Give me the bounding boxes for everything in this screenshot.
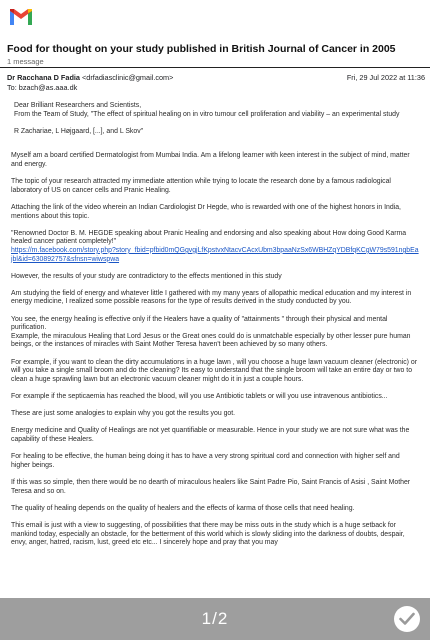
video-quote: "Renowned Doctor B. M. HEGDE speaking about Pranic Healing and endorsing and also speaking about How doing Good Karma healed cancer patient completely!" — [11, 229, 407, 246]
body-paragraph: Am studying the field of energy and whatever little I gathered with my many years of allopathic medical education and my interest in energy medicine, I realized some possible reasons for the type of results derived in the study conducted by you. — [11, 289, 412, 306]
top-bar — [0, 0, 430, 32]
gmail-logo-icon — [10, 8, 32, 25]
body-paragraph: If this was so simple, then there would be no dearth of miraculous healers like Saint Padre Pio, Saint Francis of Asisi , Saint Mother Teresa and so on. — [11, 478, 411, 495]
message-count: 1 message — [7, 57, 44, 66]
body-paragraph: For example if the septicaemia has reached the blood, will you use Antibiotic tablets or will you use intravenous antibiotics... — [11, 393, 388, 400]
body-paragraph: For healing to be effective, the human being doing it has to have a very strong spiritual cord and connection with higher self and higher beings. — [11, 453, 400, 469]
sender-email: <drfadiasclinic@gmail.com> — [82, 73, 174, 82]
body-paragraph: Energy medicine and Quality of Healings are not yet quantifiable or measurable. Hence in your study we are not sure what was the capability of these Healers. — [11, 427, 410, 443]
recipient: To: bzach@as.aaa.dk — [7, 83, 78, 92]
body-paragraph: However, the results of your study are contradictory to the effects mentioned in this study — [11, 272, 282, 280]
sender-name: Dr Racchana D Fadia — [7, 73, 80, 82]
sender — [7, 73, 173, 82]
header-divider — [0, 67, 430, 68]
email-date: Fri, 29 Jul 2022 at 11:36 — [346, 73, 425, 82]
email-body — [11, 102, 419, 556]
body-paragraph: This email is just with a view to suggesting, of possibilities that there may be miss outs in the study which is a huge setback for mankind today, especially an obstacle, for the betterment of this world which is slowly sliding into the darkness of doubts, despair, envy, anger, hatred, racism, lust, greed etc etc... I sincerely hope and pray that you may — [11, 521, 405, 547]
body-paragraph: Attaching the link of the video wherein an Indian Cardiologist Dr Hegde, who is rewarded with one of the highest honors in India, mentions about this topic. — [11, 203, 401, 220]
checkmark-icon — [399, 612, 415, 626]
email-subject: Food for thought on your study published in British Journal of Cancer in 2005 — [7, 43, 396, 55]
body-paragraph — [11, 230, 419, 264]
confirm-button[interactable] — [394, 606, 420, 632]
body-paragraph: You see, the energy healing is effective only if the Healers have a quality of "attainments " through their physical and mental purification. Example, the miraculous Healing that Lord Jesus or the Great ones could do is unmatchable especially by other lesser pure human beings, or the instances of miracles with Saint Mother Teresa haven't been achieved by so many others. — [11, 315, 411, 349]
body-paragraph: For example, if you want to clean the dirty accumulations in a huge lawn , will you choose a huge lawn vacuum cleaner (electronic) or will you take a single small broom and do the cleaning? Its easy to understand that the single broom will take an entire day or two to clean a huge sprawling lawn but an electronic vacuum cleaner might do it in just a couple hours. — [11, 358, 417, 383]
salutation: Dear Brilliant Researchers and Scientists, From the Team of Study, "The effect of spiritual healing on in vitro tumour cell proliferation and viability – an experimental study — [14, 102, 400, 118]
page-footer — [0, 598, 430, 640]
page-indicator: 1/2 — [201, 609, 229, 628]
body-paragraph: Myself am a board certified Dermatologist from Mumbai India. Am a lifelong learner with keen interest in the subject of mind, matter and energy. — [11, 152, 410, 168]
facebook-video-link[interactable]: https://m.facebook.com/story.php?story_fbid=pfbid0mQGgvgjLfKpstvxNtacvCAcxUbm3bpaaNzSx6WBHZqYDBfqKCgW79s591ngbEajbl&id=630892757&sfnsn=wiwspwa — [11, 246, 419, 263]
body-paragraph: The quality of healing depends on the quality of healers and the effects of karma of those cells that need healing. — [11, 504, 355, 512]
body-paragraph: These are just some analogies to explain why you got the results you got. — [11, 410, 236, 418]
authors: R Zachariae, L Højgaard, [...], and L Skov" — [14, 127, 144, 135]
body-paragraph: The topic of your research attracted my immediate attention while trying to locate the research done by a famous radiological laboratory of US on cancer cells and Pranic Healing. — [11, 178, 391, 194]
